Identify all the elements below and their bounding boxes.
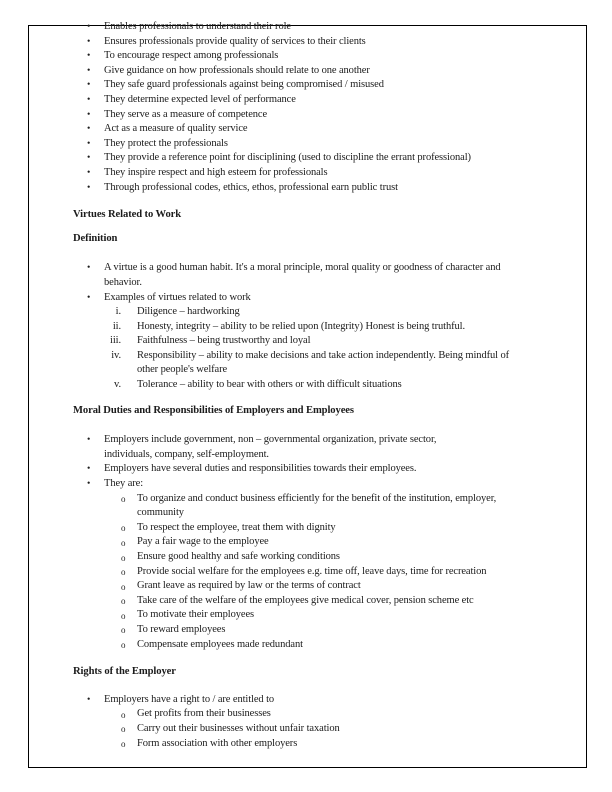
list-item [73, 93, 559, 108]
list-item-text: They are: [104, 478, 144, 490]
sub-item-text: Grant leave as required by law or the terms of contract [137, 580, 361, 592]
list-item [73, 108, 559, 123]
circle-marker: o [121, 625, 126, 636]
sub-item-text: Provide social welfare for the employees e.g. time off, leave days, time for recreation [137, 565, 487, 577]
sub-list-item [73, 638, 559, 653]
sub-item-text: Pay a fair wage to the employee [137, 536, 269, 548]
list-item [73, 151, 559, 166]
list-item-text: They determine expected level of performance [104, 93, 296, 105]
list-item-text: They provide a reference point for disciplining (used to discipline the errant professional) [104, 152, 471, 164]
intro-bullet-list [73, 20, 559, 195]
roman-list-item [73, 305, 559, 320]
bullet-marker: • [87, 292, 91, 303]
list-item [73, 20, 559, 35]
section-heading-employer-rights: Rights of the Employer [73, 666, 176, 678]
sub-list-item [73, 608, 559, 623]
list-item-text: To encourage respect among professionals [104, 50, 279, 62]
moral-duties-bullet-list [73, 433, 559, 491]
sub-item-text: To organize and conduct business efficiently for the benefit of the institution, employer, community [137, 492, 497, 519]
circle-marker: o [121, 523, 126, 534]
list-item [73, 433, 559, 462]
sub-list-item [73, 707, 559, 722]
circle-marker: o [121, 567, 126, 578]
list-item-text: Ensures professionals provide quality of services to their clients [104, 35, 366, 47]
bullet-marker: • [87, 22, 91, 32]
sub-list-item [73, 737, 559, 752]
bullet-marker: • [87, 464, 91, 475]
section-heading-moral-duties: Moral Duties and Responsibilities of Employers and Employees [73, 404, 354, 416]
list-item [73, 64, 559, 79]
list-item-text: They inspire respect and high esteem for professionals [104, 166, 328, 178]
circle-marker: o [121, 709, 126, 720]
sub-list-item [73, 594, 559, 609]
circle-marker: o [121, 739, 126, 750]
bullet-marker: • [87, 153, 91, 164]
sub-list-item [73, 492, 559, 521]
sub-item-text: Get profits from their businesses [137, 708, 271, 720]
bullet-marker: • [87, 182, 91, 193]
sub-item-text: Take care of the welfare of the employees give medical cover, pension scheme etc [137, 594, 474, 606]
list-item-text: Employers have a right to / are entitled to [104, 693, 275, 705]
sub-list-item [73, 535, 559, 550]
bullet-marker: • [87, 65, 91, 76]
bullet-marker: • [87, 124, 91, 135]
list-item [73, 693, 559, 708]
list-item-text: Act as a measure of quality service [104, 123, 248, 135]
list-item-text: Employers have several duties and responsibilities towards their employees. [104, 463, 417, 475]
section-heading-definition: Definition [73, 232, 118, 244]
list-item [73, 49, 559, 64]
roman-list-item [73, 349, 559, 378]
bullet-marker: • [87, 167, 91, 178]
roman-numeral: iv. [111, 349, 121, 361]
list-item [73, 462, 559, 477]
sub-item-text: To respect the employee, treat them with dignity [137, 521, 336, 533]
sub-list-item [73, 722, 559, 737]
list-item [73, 122, 559, 137]
list-item-text: They safe guard professionals against being compromised / misused [104, 79, 384, 91]
roman-numeral: i. [115, 306, 121, 318]
roman-item-text: Tolerance – ability to bear with others or with difficult situations [137, 379, 402, 391]
bullet-marker: • [87, 138, 91, 149]
sub-item-text: Ensure good healthy and safe working conditions [137, 551, 340, 562]
list-item-text: Enables professionals to understand their role [104, 21, 291, 32]
section-heading-virtues: Virtues Related to Work [73, 209, 182, 221]
roman-list-item [73, 334, 559, 349]
moral-duties-sub-list [73, 492, 559, 653]
list-item-text: Examples of virtues related to work [104, 291, 251, 303]
circle-marker: o [121, 596, 126, 607]
list-item [73, 477, 559, 492]
bullet-marker: • [87, 694, 91, 705]
sub-list-item [73, 521, 559, 536]
list-item-text: Give guidance on how professionals should relate to one another [104, 64, 370, 76]
roman-numeral: iii. [110, 335, 121, 347]
sub-item-text: Carry out their businesses without unfair taxation [137, 722, 340, 734]
roman-numeral: ii. [112, 320, 121, 332]
bullet-marker: • [87, 51, 91, 62]
document-content [73, 20, 559, 751]
bullet-marker: • [87, 80, 91, 91]
employer-rights-bullet-list [73, 693, 559, 708]
list-item [73, 78, 559, 93]
sub-item-text: Form association with other employers [137, 737, 298, 749]
bullet-marker: • [87, 479, 91, 490]
list-item-text: A virtue is a good human habit. It's a moral principle, moral quality or goodness of character and behavior. [104, 262, 501, 288]
sub-list-item [73, 550, 559, 565]
sub-item-text: Compensate employees made redundant [137, 638, 303, 650]
virtues-roman-list [73, 305, 559, 393]
circle-marker: o [121, 610, 126, 621]
list-item-text: Employers include government, non – governmental organization, private sector, individuals, company, self-employment. [104, 434, 437, 460]
sub-list-item [73, 623, 559, 638]
employer-rights-sub-list [73, 707, 559, 751]
list-item [73, 261, 559, 290]
circle-marker: o [121, 537, 126, 548]
roman-numeral: v. [114, 379, 121, 391]
list-item [73, 166, 559, 181]
bullet-marker: • [87, 435, 91, 446]
circle-marker: o [121, 494, 126, 505]
roman-list-item [73, 378, 559, 393]
circle-marker: o [121, 640, 126, 651]
list-item-text: Through professional codes, ethics, ethos, professional earn public trust [104, 181, 398, 193]
bullet-marker: • [87, 109, 91, 120]
bullet-marker: • [87, 36, 91, 47]
sub-list-item [73, 565, 559, 580]
list-item [73, 137, 559, 152]
sub-item-text: To motivate their employees [137, 609, 254, 621]
roman-item-text: Faithfulness – being trustworthy and loyal [137, 335, 311, 347]
circle-marker: o [121, 552, 126, 563]
list-item [73, 291, 559, 306]
definition-bullet-list [73, 261, 559, 305]
roman-item-text: Diligence – hardworking [137, 306, 240, 318]
circle-marker: o [121, 581, 126, 592]
roman-list-item [73, 320, 559, 335]
list-item [73, 35, 559, 50]
circle-marker: o [121, 724, 126, 735]
roman-item-text: Honesty, integrity – ability to be relied upon (Integrity) Honest is being truthful. [137, 320, 466, 332]
list-item [73, 181, 559, 196]
list-item-text: They serve as a measure of competence [104, 108, 268, 120]
list-item-text: They protect the professionals [104, 137, 228, 149]
sub-list-item [73, 579, 559, 594]
bullet-marker: • [87, 263, 91, 274]
sub-item-text: To reward employees [137, 623, 226, 635]
roman-item-text: Responsibility – ability to make decisions and take action independently. Being mindful of other people's welfare [137, 349, 510, 376]
bullet-marker: • [87, 94, 91, 105]
